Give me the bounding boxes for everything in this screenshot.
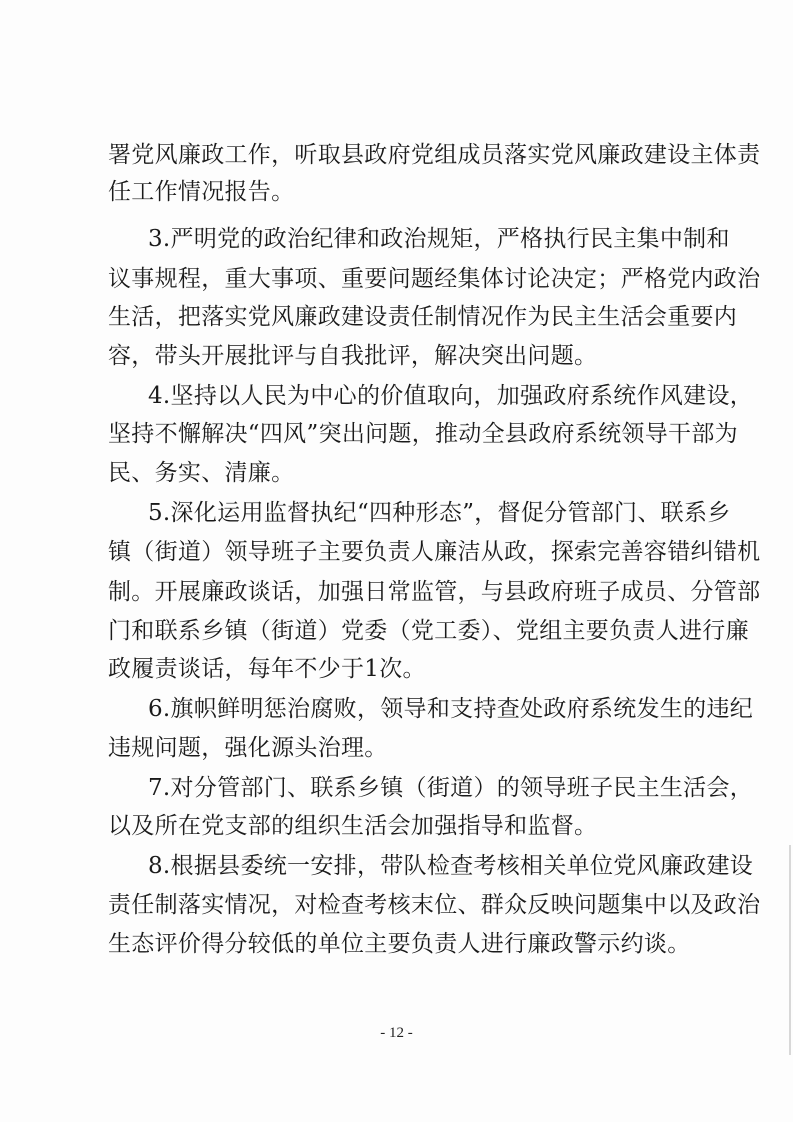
page-number: - 12 - <box>380 1025 413 1041</box>
paragraph-8-start: 8.根据县委统一安排，带队检查考核相关单位党风廉政建设 <box>148 853 754 879</box>
text-line: 以及所在党支部的组织生活会加强指导和监督。 <box>108 813 598 839</box>
text-line: 生态评价得分较低的单位主要负责人进行廉政警示约谈。 <box>108 931 691 957</box>
text-line: 制。开展廉政谈话，加强日常监管，与县政府班子成员、分管部 <box>108 579 761 605</box>
text-line: 任工作情况报告。 <box>108 179 295 205</box>
paragraph-3-start: 3.严明党的政治纪律和政治规矩，严格执行民主集中制和 <box>148 226 730 252</box>
text-line: 政履责谈话，每年不少于1次。 <box>108 656 426 682</box>
text-line: 镇（街道）领导班子主要负责人廉洁从政，探索完善容错纠错机 <box>108 539 761 565</box>
text-line: 容，带头开展批评与自我批评，解决突出问题。 <box>108 343 598 369</box>
paragraph-4-start: 4.坚持以人民为中心的价值取向，加强政府系统作风建设， <box>148 383 754 409</box>
text-line: 署党风廉政工作，听取县政府党组成员落实党风廉政建设主体责 <box>108 142 761 168</box>
text-line: 民、务实、清廉。 <box>108 460 295 486</box>
text-line: 生活，把落实党风廉政建设责任制情况作为民主生活会重要内 <box>108 304 738 330</box>
text-line: 坚持不懈解决“四风”突出问题，推动全县政府系统领导干部为 <box>108 421 738 447</box>
scan-edge-mark <box>789 845 791 1055</box>
paragraph-7-start: 7.对分管部门、联系乡镇（街道）的领导班子民主生活会， <box>148 775 754 801</box>
text-line: 责任制落实情况，对检查考核末位、群众反映问题集中以及政治 <box>108 892 761 918</box>
paragraph-5-start: 5.深化运用监督执纪“四种形态”，督促分管部门、联系乡 <box>148 500 731 526</box>
text-line: 议事规程，重大事项、重要问题经集体讨论决定；严格党内政治 <box>108 266 761 292</box>
text-line: 违规问题，强化源头治理。 <box>108 735 388 761</box>
text-line: 门和联系乡镇（街道）党委（党工委）、党组主要负责人进行廉 <box>108 618 749 644</box>
paragraph-6-start: 6.旗帜鲜明惩治腐败，领导和支持查处政府系统发生的违纪 <box>148 696 754 722</box>
